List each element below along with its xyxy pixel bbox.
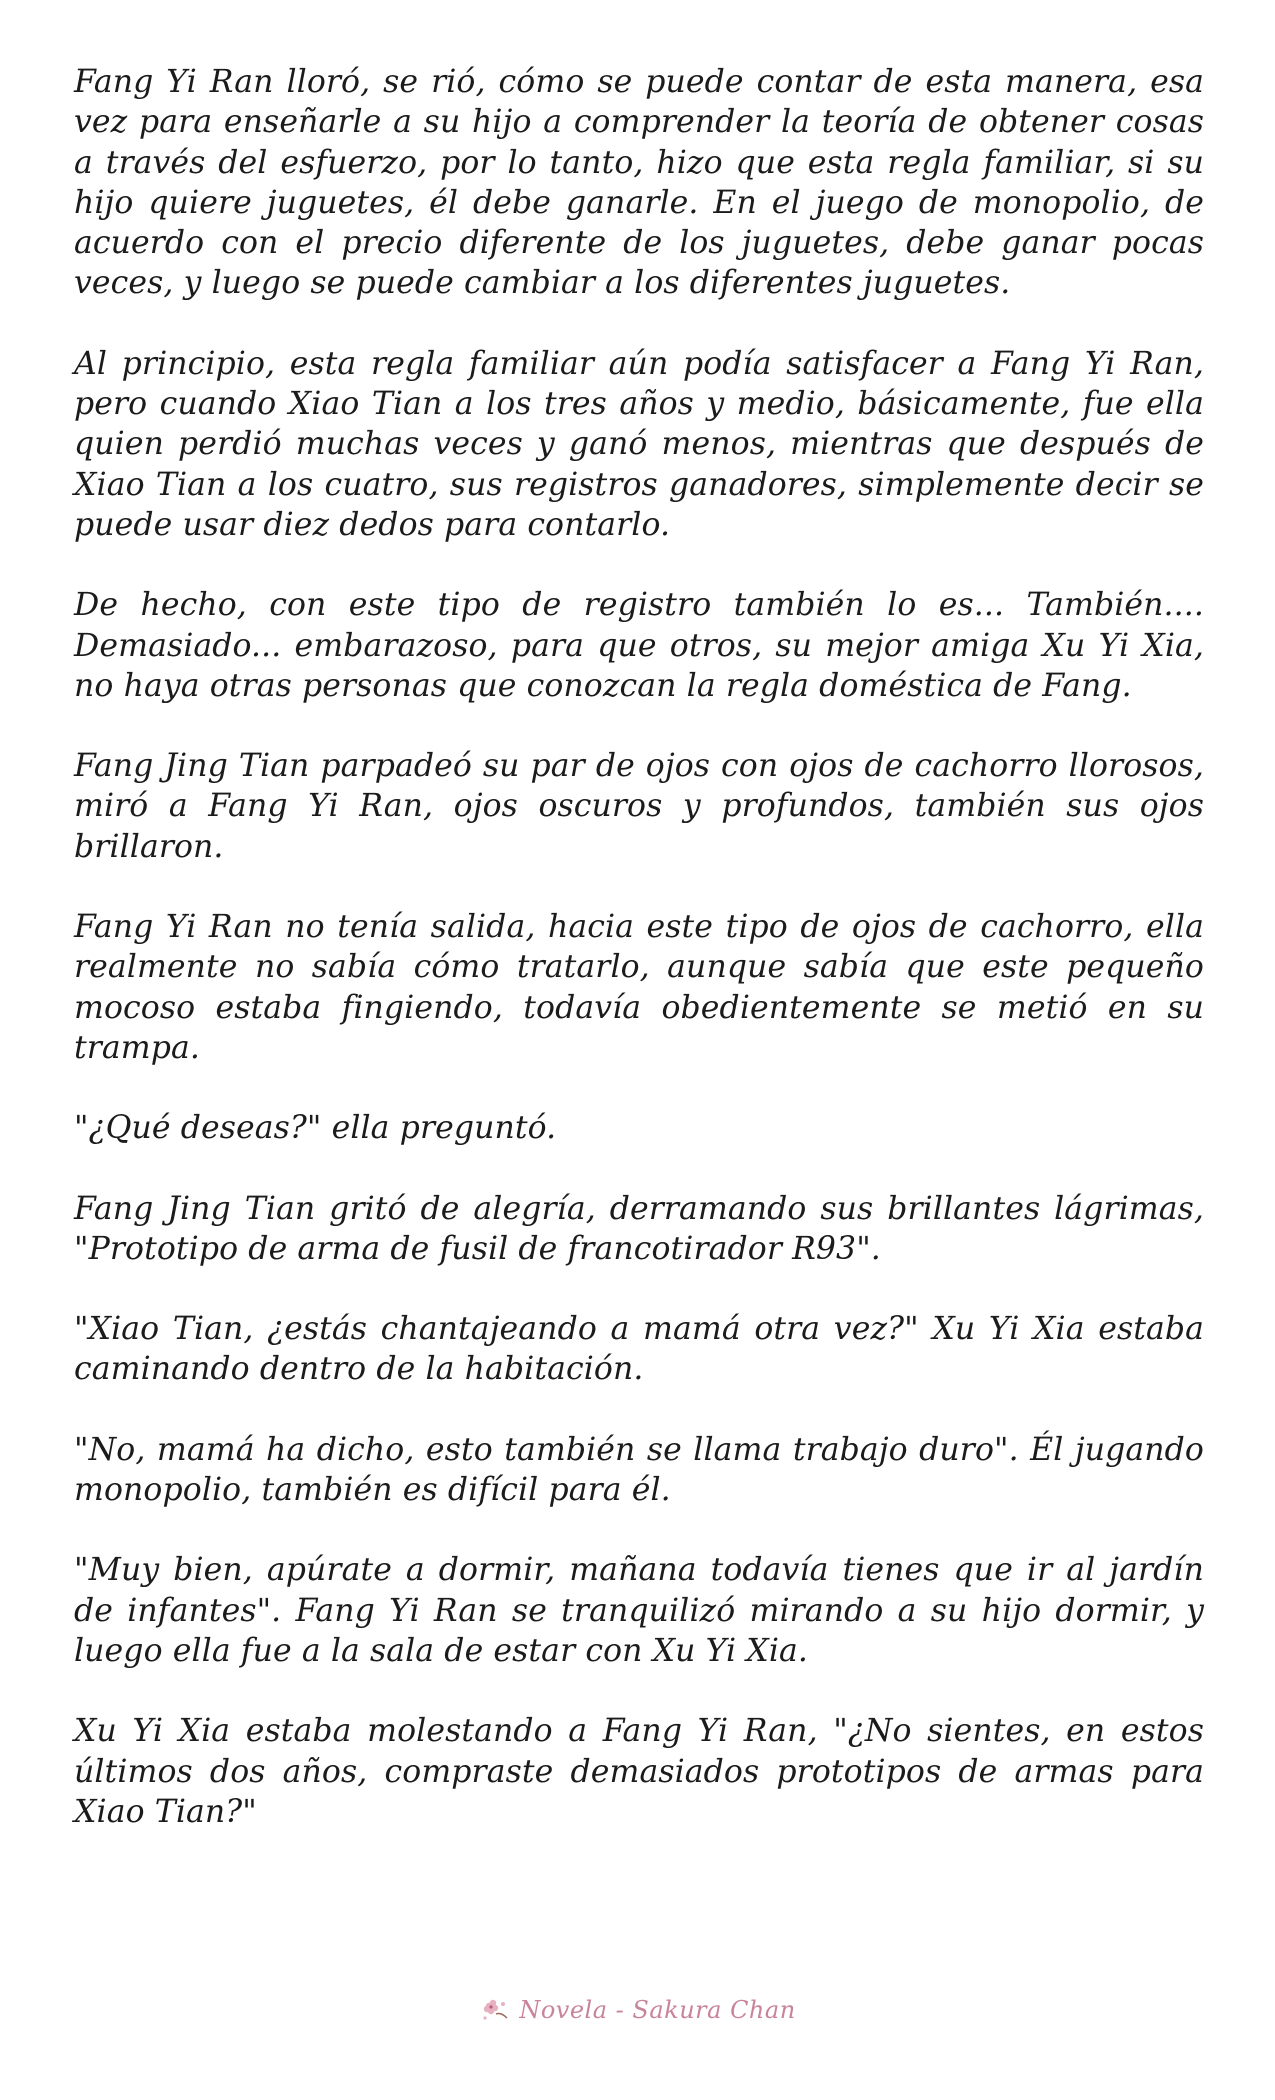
document-body xyxy=(74,62,1204,1872)
watermark xyxy=(0,1990,1275,2030)
paragraph-7: Fang Jing Tian gritó de alegría, derramando sus brillantes lágrimas, "Prototipo de arma de fusil de francotirador R93". xyxy=(74,1190,1204,1267)
paragraph-10: "Muy bien, apúrate a dormir, mañana todavía tienes que ir al jardín de infantes". Fang Yi Ran se tranquilizó mirando a su hijo dormir, y luego ella fue a la sala de estar con Xu Yi Xia. xyxy=(74,1552,1204,1669)
paragraph-6: "¿Qué deseas?" ella preguntó. xyxy=(74,1110,557,1147)
sakura-blossom-icon xyxy=(479,1996,511,2024)
paragraph-5: Fang Yi Ran no tenía salida, hacia este tipo de ojos de cachorro, ella realmente no sabía cómo tratarlo, aunque sabía que este pequeño mocoso estaba fingiendo, todavía obedientemente se metió en su trampa. xyxy=(74,909,1204,1066)
paragraph-2: Al principio, esta regla familiar aún podía satisfacer a Fang Yi Ran, pero cuando Xiao Tian a los tres años y medio, básicamente, fue ella quien perdió muchas veces y ganó menos, mientras que después de Xiao Tian a los cuatro, sus registros ganadores, simplemente decir se puede usar diez dedos para contarlo. xyxy=(74,345,1204,543)
paragraph-3: De hecho, con este tipo de registro también lo es... También.... Demasiado... embarazoso, para que otros, su mejor amiga Xu Yi Xia, no haya otras personas que conozcan la regla doméstica de Fang. xyxy=(74,587,1204,704)
watermark-text: Novela - Sakura Chan xyxy=(519,1996,796,2024)
paragraph-4: Fang Jing Tian parpadeó su par de ojos con ojos de cachorro llorosos, miró a Fang Yi Ran, ojos oscuros y profundos, también sus ojos brillaron. xyxy=(74,748,1204,865)
paragraph-11: Xu Yi Xia estaba molestando a Fang Yi Ran, "¿No sientes, en estos últimos dos años, compraste demasiados prototipos de armas para Xiao Tian?" xyxy=(74,1713,1204,1830)
paragraph-1: Fang Yi Ran lloró, se rió, cómo se puede contar de esta manera, esa vez para enseñarle a su hijo a comprender la teoría de obtener cosas a través del esfuerzo, por lo tanto, hizo que esta regla familiar, si su hijo quiere juguetes, él debe ganarle. En el juego de monopolio, de acuerdo con el precio diferente de los juguetes, debe ganar pocas veces, y luego se puede cambiar a los diferentes juguetes. xyxy=(74,64,1204,302)
paragraph-8: "Xiao Tian, ¿estás chantajeando a mamá otra vez?" Xu Yi Xia estaba caminando dentro de la habitación. xyxy=(74,1311,1204,1388)
paragraph-9: "No, mamá ha dicho, esto también se llama trabajo duro". Él jugando monopolio, también es difícil para él. xyxy=(74,1431,1204,1509)
